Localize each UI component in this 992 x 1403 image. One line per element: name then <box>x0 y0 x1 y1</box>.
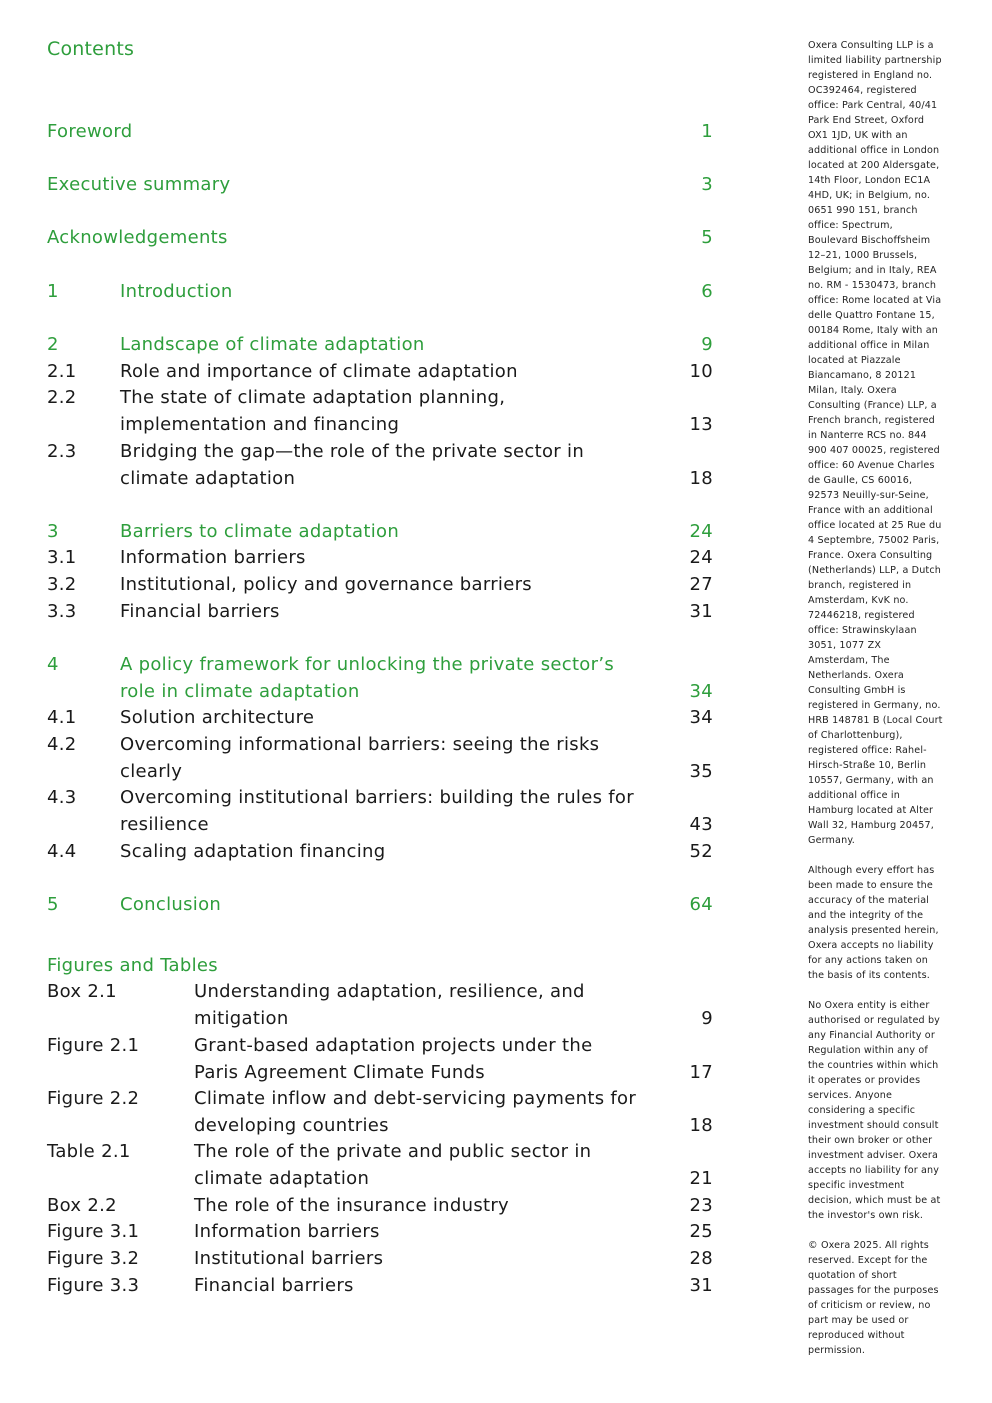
toc-entry-label: Information barriers <box>194 1221 380 1242</box>
toc-entry-number: Figure 2.2 <box>47 1088 140 1109</box>
toc-entry-number: Figure 2.1 <box>47 1035 140 1056</box>
toc-entry-page: 18 <box>689 468 713 489</box>
toc-entry-label: Foreword <box>47 121 133 142</box>
toc-entry-number: Table 2.1 <box>47 1141 131 1162</box>
toc-entry-label: Acknowledgements <box>47 227 228 248</box>
toc-entry-label: Climate inflow and debt-servicing payments for developing countries <box>194 1088 637 1136</box>
toc-entry-page: 3 <box>701 174 713 195</box>
toc-entry-page: 24 <box>689 547 713 568</box>
toc-entry-page: 27 <box>689 574 713 595</box>
toc-entry-label: Scaling adaptation financing <box>120 841 386 862</box>
toc-entry-executive-summary[interactable] <box>47 171 713 198</box>
toc-figure-box-2-2[interactable] <box>47 1192 713 1219</box>
toc-entry-label: Landscape of climate adaptation <box>120 334 425 355</box>
toc-chapter-5[interactable] <box>47 891 713 918</box>
toc-entry-page: 18 <box>689 1115 713 1136</box>
authorisation-disclaimer: No Oxera entity is either authorised or regulated by any Financial Authority or Regulation within any of the countries within which it operates or provides services. Anyone considering a specific investment should consult their own broker or other investment adviser. Oxera accepts no liability for any specific investment decision, which must be at the investor's own risk. <box>808 1000 941 1221</box>
toc-entry-page: 21 <box>689 1168 713 1189</box>
toc-chapter-2[interactable] <box>47 331 713 358</box>
toc-entry-label: Role and importance of climate adaptation <box>120 361 518 382</box>
legal-sidebar <box>808 38 944 1373</box>
toc-entry-number: 3 <box>47 521 59 542</box>
toc-entry-page: 64 <box>689 894 713 915</box>
toc-entry-page: 35 <box>689 761 713 782</box>
toc-entry-acknowledgements[interactable] <box>47 224 713 251</box>
toc-chapter-1[interactable] <box>47 278 713 305</box>
toc-figure-3-2[interactable] <box>47 1245 713 1272</box>
copyright-notice: © Oxera 2025. All rights reserved. Except for the quotation of short passages for the purposes of criticism or review, no part may be used or reproduced without permission. <box>808 1240 939 1356</box>
toc-entry-number: 4.3 <box>47 787 77 808</box>
toc-entry-number: 1 <box>47 281 59 302</box>
toc-entry-label: The role of the private and public sector in climate adaptation <box>194 1141 592 1189</box>
toc-entry-label: Bridging the gap—the role of the private sector in climate adaptation <box>120 441 585 489</box>
toc-entry-page: 5 <box>701 227 713 248</box>
toc-figure-3-1[interactable] <box>47 1218 713 1245</box>
toc-chapter-3[interactable] <box>47 518 713 545</box>
toc-entry-foreword[interactable] <box>47 118 713 145</box>
toc-entry-number: Figure 3.1 <box>47 1221 140 1242</box>
toc-figure-2-2[interactable] <box>47 1085 713 1139</box>
toc-entry-number: 2.1 <box>47 361 77 382</box>
toc-entry-label: Financial barriers <box>194 1275 354 1296</box>
toc-entry-number: Box 2.1 <box>47 981 117 1002</box>
toc-entry-label: Institutional, policy and governance barriers <box>120 574 532 595</box>
toc-section-3-2[interactable] <box>47 571 713 598</box>
toc-chapter-4[interactable] <box>47 651 713 705</box>
toc-entry-page: 23 <box>689 1195 713 1216</box>
toc-entry-number: 4.2 <box>47 734 77 755</box>
toc-entry-number: 3.3 <box>47 601 77 622</box>
toc-entry-page: 9 <box>701 1008 713 1029</box>
toc-entry-page: 9 <box>701 334 713 355</box>
toc-figure-2-1[interactable] <box>47 1032 713 1086</box>
toc-entry-page: 31 <box>689 1275 713 1296</box>
toc-entry-label: Grant-based adaptation projects under the Paris Agreement Climate Funds <box>194 1035 593 1083</box>
toc-table-2-1[interactable] <box>47 1138 713 1192</box>
legal-notice: Oxera Consulting LLP is a limited liability partnership registered in England no. OC392464, registered office: Park Central, 40/41 Park End Street, Oxford OX1 1JD, UK with an additional office in London located at 200 Aldersgate, 14th Floor, London EC1A 4HD, UK; in Belgium, no. 0651 990 151, branch office: Spectrum, Boulevard Bischoffsheim 12–21, 1000 Brussels, Belgium; and in Italy, REA no. RM - 1530473, branch office: Rome located at Via delle Quattro Fontane 15, 00184 Rome, Italy with an additional office in Milan located at Piazzale Biancamano, 8 20121 Milan, Italy. Oxera Consulting (France) LLP, a French branch, registered in Nanterre RCS no. 844 900 407 00025, registered office: 60 Avenue Charles de Gaulle, CS 60016, 92573 Neuilly-sur-Seine, France with an additional office located at 25 Rue du 4 Septembre, 75002 Paris, France. Oxera Consulting (Netherlands) LLP, a Dutch branch, registered in Amsterdam, KvK no. 72446218, registered office: Strawinskylaan 3051, 1077 ZX Amsterdam, The Netherlands. Oxera Consulting GmbH is registered in Germany, no. HRB 148781 B (Local Court of Charlottenburg), registered office: Rahel-Hirsch-Straße 10, Berlin 10557, Germany, with an additional office in Hamburg located at Alter Wall 32, Hamburg 20457, Germany. <box>808 40 943 846</box>
toc-entry-number: Box 2.2 <box>47 1195 117 1216</box>
toc-entry-number: Figure 3.3 <box>47 1275 140 1296</box>
toc-entry-number: 3.1 <box>47 547 77 568</box>
page-title: Contents <box>47 38 135 60</box>
toc-section-3-1[interactable] <box>47 544 713 571</box>
toc-entry-label: Barriers to climate adaptation <box>120 521 400 542</box>
toc-figure-3-3[interactable] <box>47 1272 713 1299</box>
toc-entry-number: 4.1 <box>47 707 77 728</box>
toc-section-4-2[interactable] <box>47 731 713 785</box>
toc-section-4-4[interactable] <box>47 838 713 865</box>
toc-section-2-1[interactable] <box>47 358 713 385</box>
toc-entry-page: 31 <box>689 601 713 622</box>
toc-entry-page: 13 <box>689 414 713 435</box>
accuracy-disclaimer: Although every effort has been made to ensure the accuracy of the material and the integrity of the analysis presented herein, Oxera accepts no liability for any actions taken on the basis of its contents. <box>808 865 939 981</box>
toc-entry-label: Information barriers <box>120 547 306 568</box>
toc-entry-label: Solution architecture <box>120 707 315 728</box>
toc-entry-number: 3.2 <box>47 574 77 595</box>
toc-section-2-3[interactable] <box>47 438 713 492</box>
toc-entry-page: 24 <box>689 521 713 542</box>
toc-entry-number: 4 <box>47 654 59 675</box>
toc-section-4-3[interactable] <box>47 784 713 838</box>
toc-entry-page: 34 <box>689 707 713 728</box>
toc-entry-page: 43 <box>689 814 713 835</box>
toc-entry-label: Institutional barriers <box>194 1248 384 1269</box>
toc-entry-label: A policy framework for unlocking the private sector’s role in climate adaptation <box>120 654 615 702</box>
figures-heading: Figures and Tables <box>47 955 218 976</box>
toc-section-3-3[interactable] <box>47 598 713 625</box>
toc-entry-page: 6 <box>701 281 713 302</box>
toc-entry-number: 2.3 <box>47 441 77 462</box>
toc-figure-box-2-1[interactable] <box>47 978 713 1032</box>
toc-entry-label: Overcoming informational barriers: seeing the risks clearly <box>120 734 600 782</box>
toc-entry-number: 2.2 <box>47 387 77 408</box>
toc-entry-number: 2 <box>47 334 59 355</box>
toc-entry-label: Introduction <box>120 281 233 302</box>
toc-entry-label: Executive summary <box>47 174 231 195</box>
toc-entry-number: 4.4 <box>47 841 77 862</box>
toc-entry-number: Figure 3.2 <box>47 1248 140 1269</box>
toc-entry-page: 25 <box>689 1221 713 1242</box>
toc-section-4-1[interactable] <box>47 704 713 731</box>
toc-entry-page: 34 <box>689 681 713 702</box>
toc-entry-page: 52 <box>689 841 713 862</box>
toc-entry-label: Understanding adaptation, resilience, and mitigation <box>194 981 585 1029</box>
toc-section-2-2[interactable] <box>47 384 713 438</box>
toc-entry-label: The state of climate adaptation planning, implementation and financing <box>120 387 506 435</box>
toc-entry-label: Overcoming institutional barriers: building the rules for resilience <box>120 787 634 835</box>
toc-entry-page: 1 <box>701 121 713 142</box>
toc-entry-page: 28 <box>689 1248 713 1269</box>
toc-entry-label: Financial barriers <box>120 601 280 622</box>
toc-entry-label: The role of the insurance industry <box>194 1195 510 1216</box>
toc-entry-page: 17 <box>689 1062 713 1083</box>
toc-entry-page: 10 <box>689 361 713 382</box>
toc-entry-number: 5 <box>47 894 59 915</box>
toc-entry-label: Conclusion <box>120 894 222 915</box>
